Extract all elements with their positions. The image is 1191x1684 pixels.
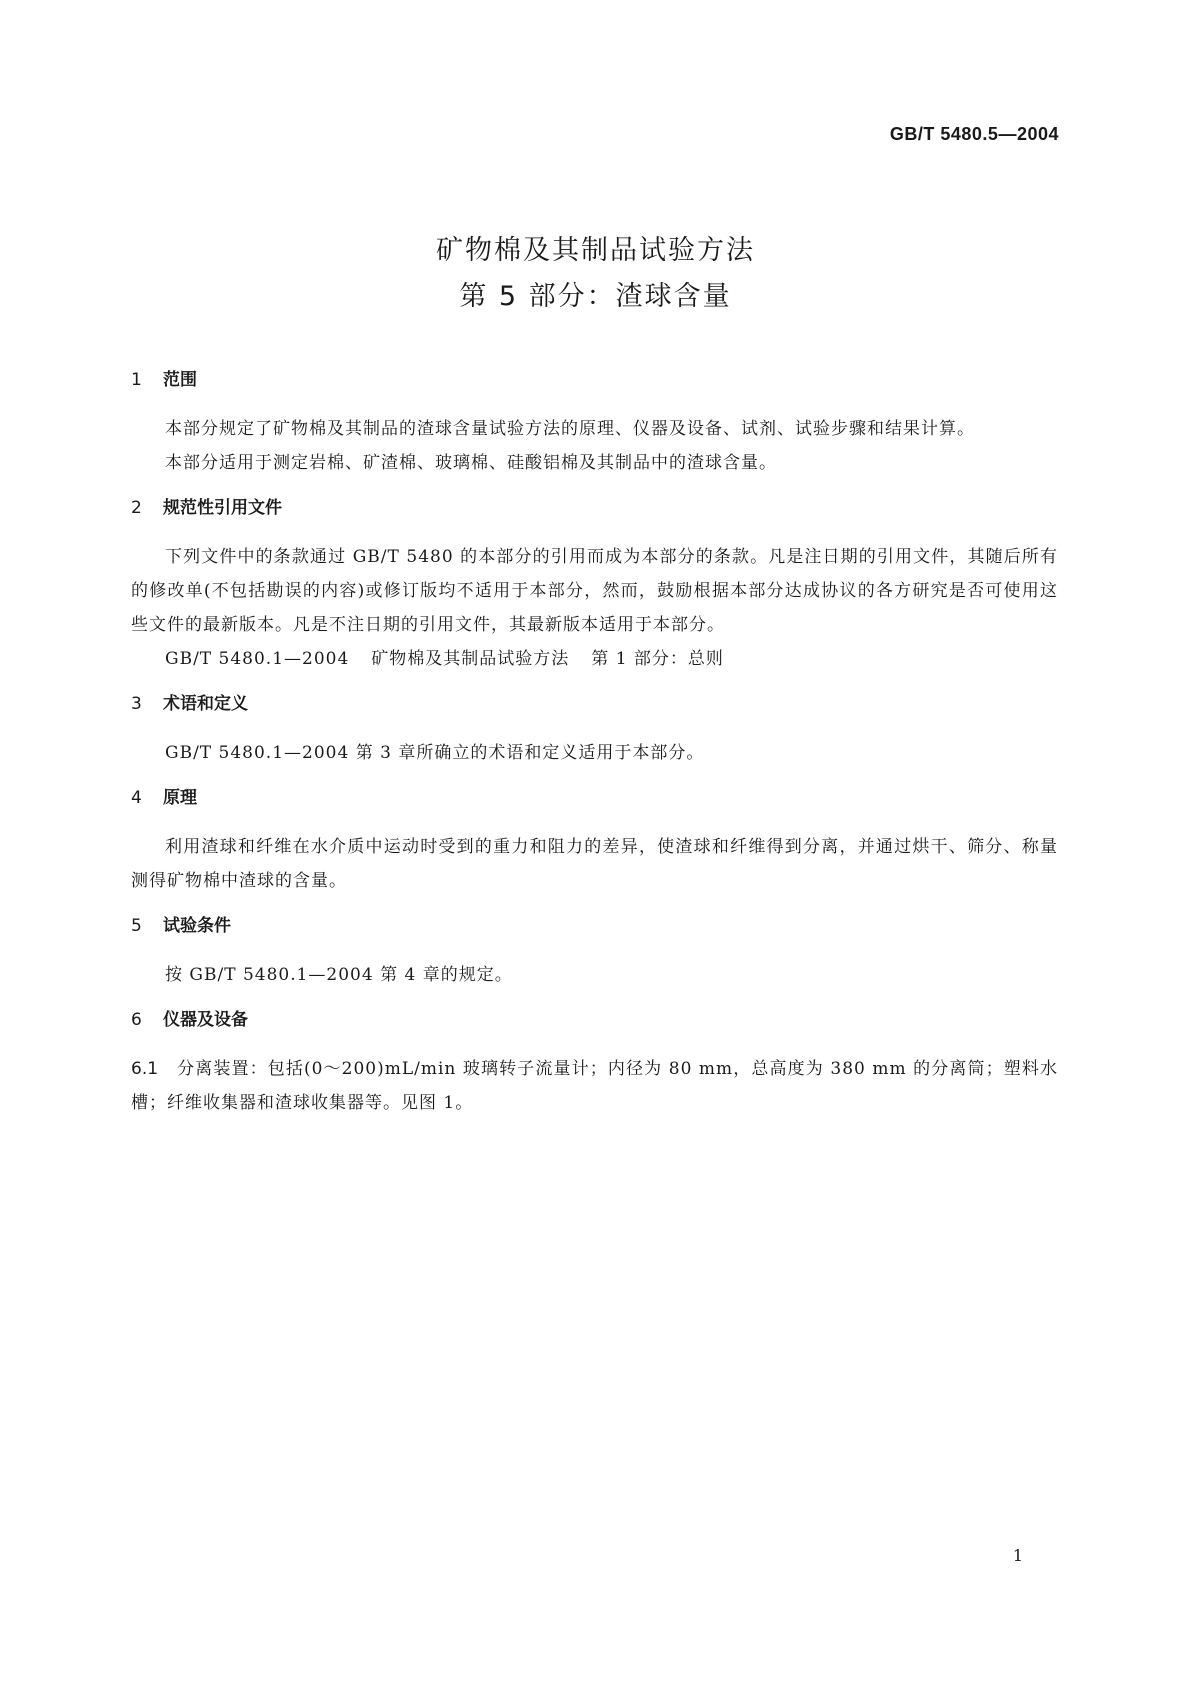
paragraph: 利用渣球和纤维在水介质中运动时受到的重力和阻力的差异，使渣球和纤维得到分离，并通过烘干、筛分、称量测得矿物棉中渣球的含量。 bbox=[131, 837, 1058, 891]
section-apparatus bbox=[131, 1008, 1058, 1120]
section-heading bbox=[131, 692, 1058, 716]
section-principle bbox=[131, 786, 1058, 898]
section-normative-references bbox=[131, 496, 1058, 676]
section-title: 范围 bbox=[163, 370, 197, 390]
section-title: 试验条件 bbox=[163, 916, 231, 936]
reference-entry bbox=[131, 642, 1058, 676]
section-number: 1 bbox=[131, 370, 142, 390]
section-number: 6 bbox=[131, 1010, 142, 1030]
section-heading bbox=[131, 914, 1058, 938]
section-number: 4 bbox=[131, 788, 142, 808]
section-heading bbox=[131, 496, 1058, 520]
page-number: 1 bbox=[1012, 1546, 1023, 1565]
paragraph: 按 GB/T 5480.1—2004 第 4 章的规定。 bbox=[165, 965, 513, 985]
section-terms-definitions bbox=[131, 692, 1058, 770]
clause-text: 分离装置：包括(0～200)mL/min 玻璃转子流量计；内径为 80 mm，总高度为 380 mm 的分离筒；塑料水槽；纤维收集器和渣球收集器等。见图 1。 bbox=[131, 1059, 1058, 1113]
title-line-1: 矿物棉及其制品试验方法 bbox=[436, 235, 755, 266]
clause bbox=[131, 1052, 1058, 1120]
section-heading bbox=[131, 786, 1058, 810]
section-number: 5 bbox=[131, 916, 142, 936]
section-number: 2 bbox=[131, 498, 142, 518]
reference-title: 矿物棉及其制品试验方法 bbox=[371, 649, 570, 669]
section-scope bbox=[131, 368, 1058, 480]
document-code: GB/T 5480.5—2004 bbox=[889, 124, 1059, 144]
paragraph: GB/T 5480.1—2004 第 3 章所确立的术语和定义适用于本部分。 bbox=[165, 743, 705, 763]
paragraph: 本部分适用于测定岩棉、矿渣棉、玻璃棉、硅酸铝棉及其制品中的渣球含量。 bbox=[165, 453, 777, 473]
paragraph: 本部分规定了矿物棉及其制品的渣球含量试验方法的原理、仪器及设备、试剂、试验步骤和结果计算。 bbox=[165, 419, 975, 439]
section-heading bbox=[131, 368, 1058, 392]
document-title bbox=[0, 228, 1191, 320]
section-title: 原理 bbox=[163, 788, 197, 808]
section-title: 术语和定义 bbox=[163, 694, 248, 714]
section-test-conditions bbox=[131, 914, 1058, 992]
section-title: 仪器及设备 bbox=[163, 1010, 248, 1030]
title-line-2: 第 5 部分：渣球含量 bbox=[459, 281, 732, 312]
clause-number: 6.1 bbox=[131, 1059, 159, 1079]
document-body bbox=[131, 368, 1058, 1136]
reference-part: 第 1 部分：总则 bbox=[591, 649, 724, 669]
reference-code: GB/T 5480.1—2004 bbox=[165, 649, 350, 669]
section-title: 规范性引用文件 bbox=[163, 498, 282, 518]
paragraph: 下列文件中的条款通过 GB/T 5480 的本部分的引用而成为本部分的条款。凡是注日期的引用文件，其随后所有的修改单(不包括勘误的内容)或修订版均不适用于本部分，然而，鼓励根据本部分达成协议的各方研究是否可使用这些文件的最新版本。凡是不注日期的引用文件，其最新版本适用于本部分。 bbox=[131, 547, 1058, 635]
section-number: 3 bbox=[131, 694, 142, 714]
section-heading bbox=[131, 1008, 1058, 1032]
